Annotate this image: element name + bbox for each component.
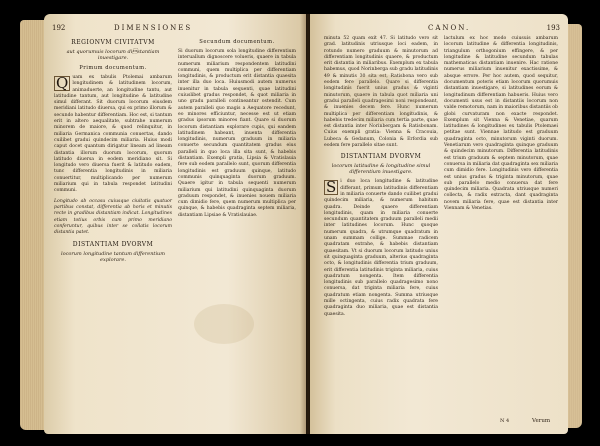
section-subtitle: aut quorumuis locorum distantiam inuestigare. xyxy=(66,49,160,61)
section-title-3: DISTANTIAM DVORVM xyxy=(340,153,422,161)
catchword: Verum xyxy=(532,418,551,424)
left-column-2 xyxy=(178,36,296,428)
italic-note: Longitudo ab occasu cuiusque ciuitatis quatuor partibus constat, differentia ab horis et minutis recte in gradibus distantiam indicat. Longitudines etiam totius orbis cum primo meridiano conferuntur, quibus inter se collatis locorum distantia patet. xyxy=(54,198,172,236)
right-column-2 xyxy=(444,36,558,418)
document-heading-2: Secundum documentum. xyxy=(199,39,275,45)
left-page-edges xyxy=(20,20,46,430)
drop-cap: Q xyxy=(56,74,69,92)
body-text-4: i duo loca longitudine & latitudine differant, primum latitudinis differentiam in miliaria conuerte dando cuilibet gradui quindecim miliaria, & numerum habitum quadra. Deinde quaere differentiam longitudinis, quam in miliaria conuerte secundum quantitatem graduum paralleli medii inter latitudines locorum. Hunc quoque numerum quadra, & utrumque quadratum in unam summam collige. Summae radicem quadratam extrahe, & habebis distantiam quaesitam. Vt si duorum locorum latitudo unius sit quinquaginta graduum, alterius quadraginta octo, & longitudinis differentia trium graduum, erit differentia latitudinis triginta miliaria, cuius quadratum nongenta. Item differentia longitudinis sub parallelo quadragesimo nono conuersa, dat triginta miliaria fere, cuius quadratum etiam nongenta. Summa utriusque mille octingenta, cuius radix quadrata fere quadraginta duo miliaria, quae est distantia quaesita. xyxy=(324,179,438,317)
left-column-1 xyxy=(54,36,172,428)
body-text-5: lactulum ex hoc modo cuiusuis ambarum locorum latitudine & differentia longitudinis, triangulum orthogonium effingere, & per longitudine & latitudine secundum tabulas mathematicas distantiam inuenire. Hac ratione numerus miliarium inuenitur exactissime, & absque errore. Per hoc autem, quod sequitur, documentum poteris etiam locorum quorumuis distantiam inuestigare, si latitudines eorum & longitudinum differentiam habueris. Huius vero documenti usus est in distantiis locorum non valde remotorum, nam in maioribus distantiis ob globi curvaturam non exacte respondet. Exemplum sit Vienna & Venetiae, quarum latitudines & longitudines ex tabulis Ptolemaei petitae sunt. Viennae latitudo est graduum quadraginta octo, minutorum viginti duorum. Venetiarum vero quadraginta quinque graduum & quindecim minutorum. Differentia latitudinis est trium graduum & septem minutorum, quae conuersa in miliaria dat quadraginta sex miliaria cum dimidio fere. Longitudinis vero differentia est unius gradus & triginta minutorum, quae sub parallelo medio conuersa dat fere quindecim miliaria. Quadrata utriusque numeri collecta, & radix extracta, dant quadraginta novem miliaria fere, quae est distantia inter Viennam & Venetias. xyxy=(444,36,558,212)
drop-cap-2: S xyxy=(326,178,337,197)
section-title-2: DISTANTIAM DVORVM xyxy=(72,241,154,249)
open-book xyxy=(20,14,582,434)
signature-mark: N 4 xyxy=(500,418,510,424)
document-heading: Primum documentum. xyxy=(79,65,147,71)
paper-stain xyxy=(194,304,254,344)
body-text-2: Si duorum locorum sola longitudine differentium interuallum dignoscere volueris, quaere in tabula numerum miliarium respondentem latitudini communi, quem multiplica per differentiam longitudinis, & productum erit distantia quaesita inter illa duo loca. Huiusmodi autem numerus inuenitur in tabula sequenti, quae latitudini cuiuslibet gradus respondet, & quot miliaria in uno gradu paralleli contineantur ostendit. Cum autem paralleli quo magis a Aequatore recedunt, eo minores efficiuntur, necesse est ut etiam gradus ipsorum minores fiant. Quare si duorum locorum distantiam explorare cupis, qui eandem latitudinem habeant, inuenta differentia longitudinis, numerum graduum in miliaria conuerte secundum quantitatem gradus eius paralleli in quo loca illa sita sunt, & habebis distantiam. Exempli gratia, Lipsia & Vratislauia fere sub eodem parallelo sunt, quorum differentia longitudinis est graduum quinque, latitudo communis quinquaginta duorum graduum. Quaere igitur in tabula sequenti numerum miliarium qui latitudini quinquaginta duorum graduum respondet, & inuenies nouem miliaria cum dimidio fere, quem numerum multiplica per quinque, & habebis quadraginta septem miliaria, distantiam Lipsiae & Vratislauiae. xyxy=(178,49,296,218)
body-text: uam ex tabulis Ptolemai ambarum longitudinem & latitudinem locorum, animaduerte, an longitudine tantu, aut latitudine tantum, aut longitudine & latitudine simul differant. Sit duorum locorum eiusdem meridiani latitudo diuersa, qui ex primo illorum & secundo habentur differentiam. Hoc est, si tantum erit in altero aequalitate, subtrahe numerum minorem de maiore, & quod relinquitur, in miliaria Germanica communia conuertas, dando cuilibet gradui quindecim miliaria. Huius modi caput docet quantum dirigatur lineam ad lineam distantia illorum duorum locorum, quorum latitudo diuersa in eodem meridiano sit. Si longitudo vero diuersa fuerit & latitudo eadem, tunc differentia longitudinis in miliaria conuertitur, multiplicando per numerum miliarium qui in tabula respondet latitudini communi. xyxy=(54,75,172,194)
section-subtitle-2: locorum longitudine tantum differentium explorare. xyxy=(61,251,165,264)
section-title: REGIONVM CIVITATVM xyxy=(71,39,155,46)
right-page xyxy=(310,14,568,434)
left-page xyxy=(44,14,306,434)
left-page-number: 192 xyxy=(52,24,66,32)
paper-stain-2 xyxy=(340,74,420,124)
right-page-edges xyxy=(568,24,582,428)
body-text-3: minuta 52 quam exit 47. Si latitudo vero sit grad. latitudinis utriusque loci eadem, in rotundo numero graduum & minutorum ad differentiam longitudinis quaere, & productum erit distantia in miliaribus. Exemplum ex tabula habemus, quod Norinberga sub gradu latitudinis 49 & minutis 30 sita est, Ratisbona vero sub eodem fere parallelo. Quare si differentia longitudinis fuerit unius gradus & viginti minutorum, quaere in tabula quot miliaria uni gradui paralleli quadragesimi noni respondeant, & inuenies decem fere. Hunc numerum multiplica per differentiam longitudinis, & habebis tredecim miliaria cum tertia parte, quae est distantia inter Norinbergam & Ratisbonam. Cuius exempli gratia: Vienna & Cracouia, Lubeca & Gedanum, Colonia & Erfordia sub eodem fere parallelo sitae sunt. xyxy=(324,36,438,149)
right-running-head: CANON. xyxy=(428,24,471,32)
section-subtitle-3: locorum latitudine & longitudine simul differentium inuestigare. xyxy=(331,163,431,176)
left-running-head: DIMENSIONES xyxy=(114,24,193,32)
right-page-number: 193 xyxy=(546,24,560,32)
